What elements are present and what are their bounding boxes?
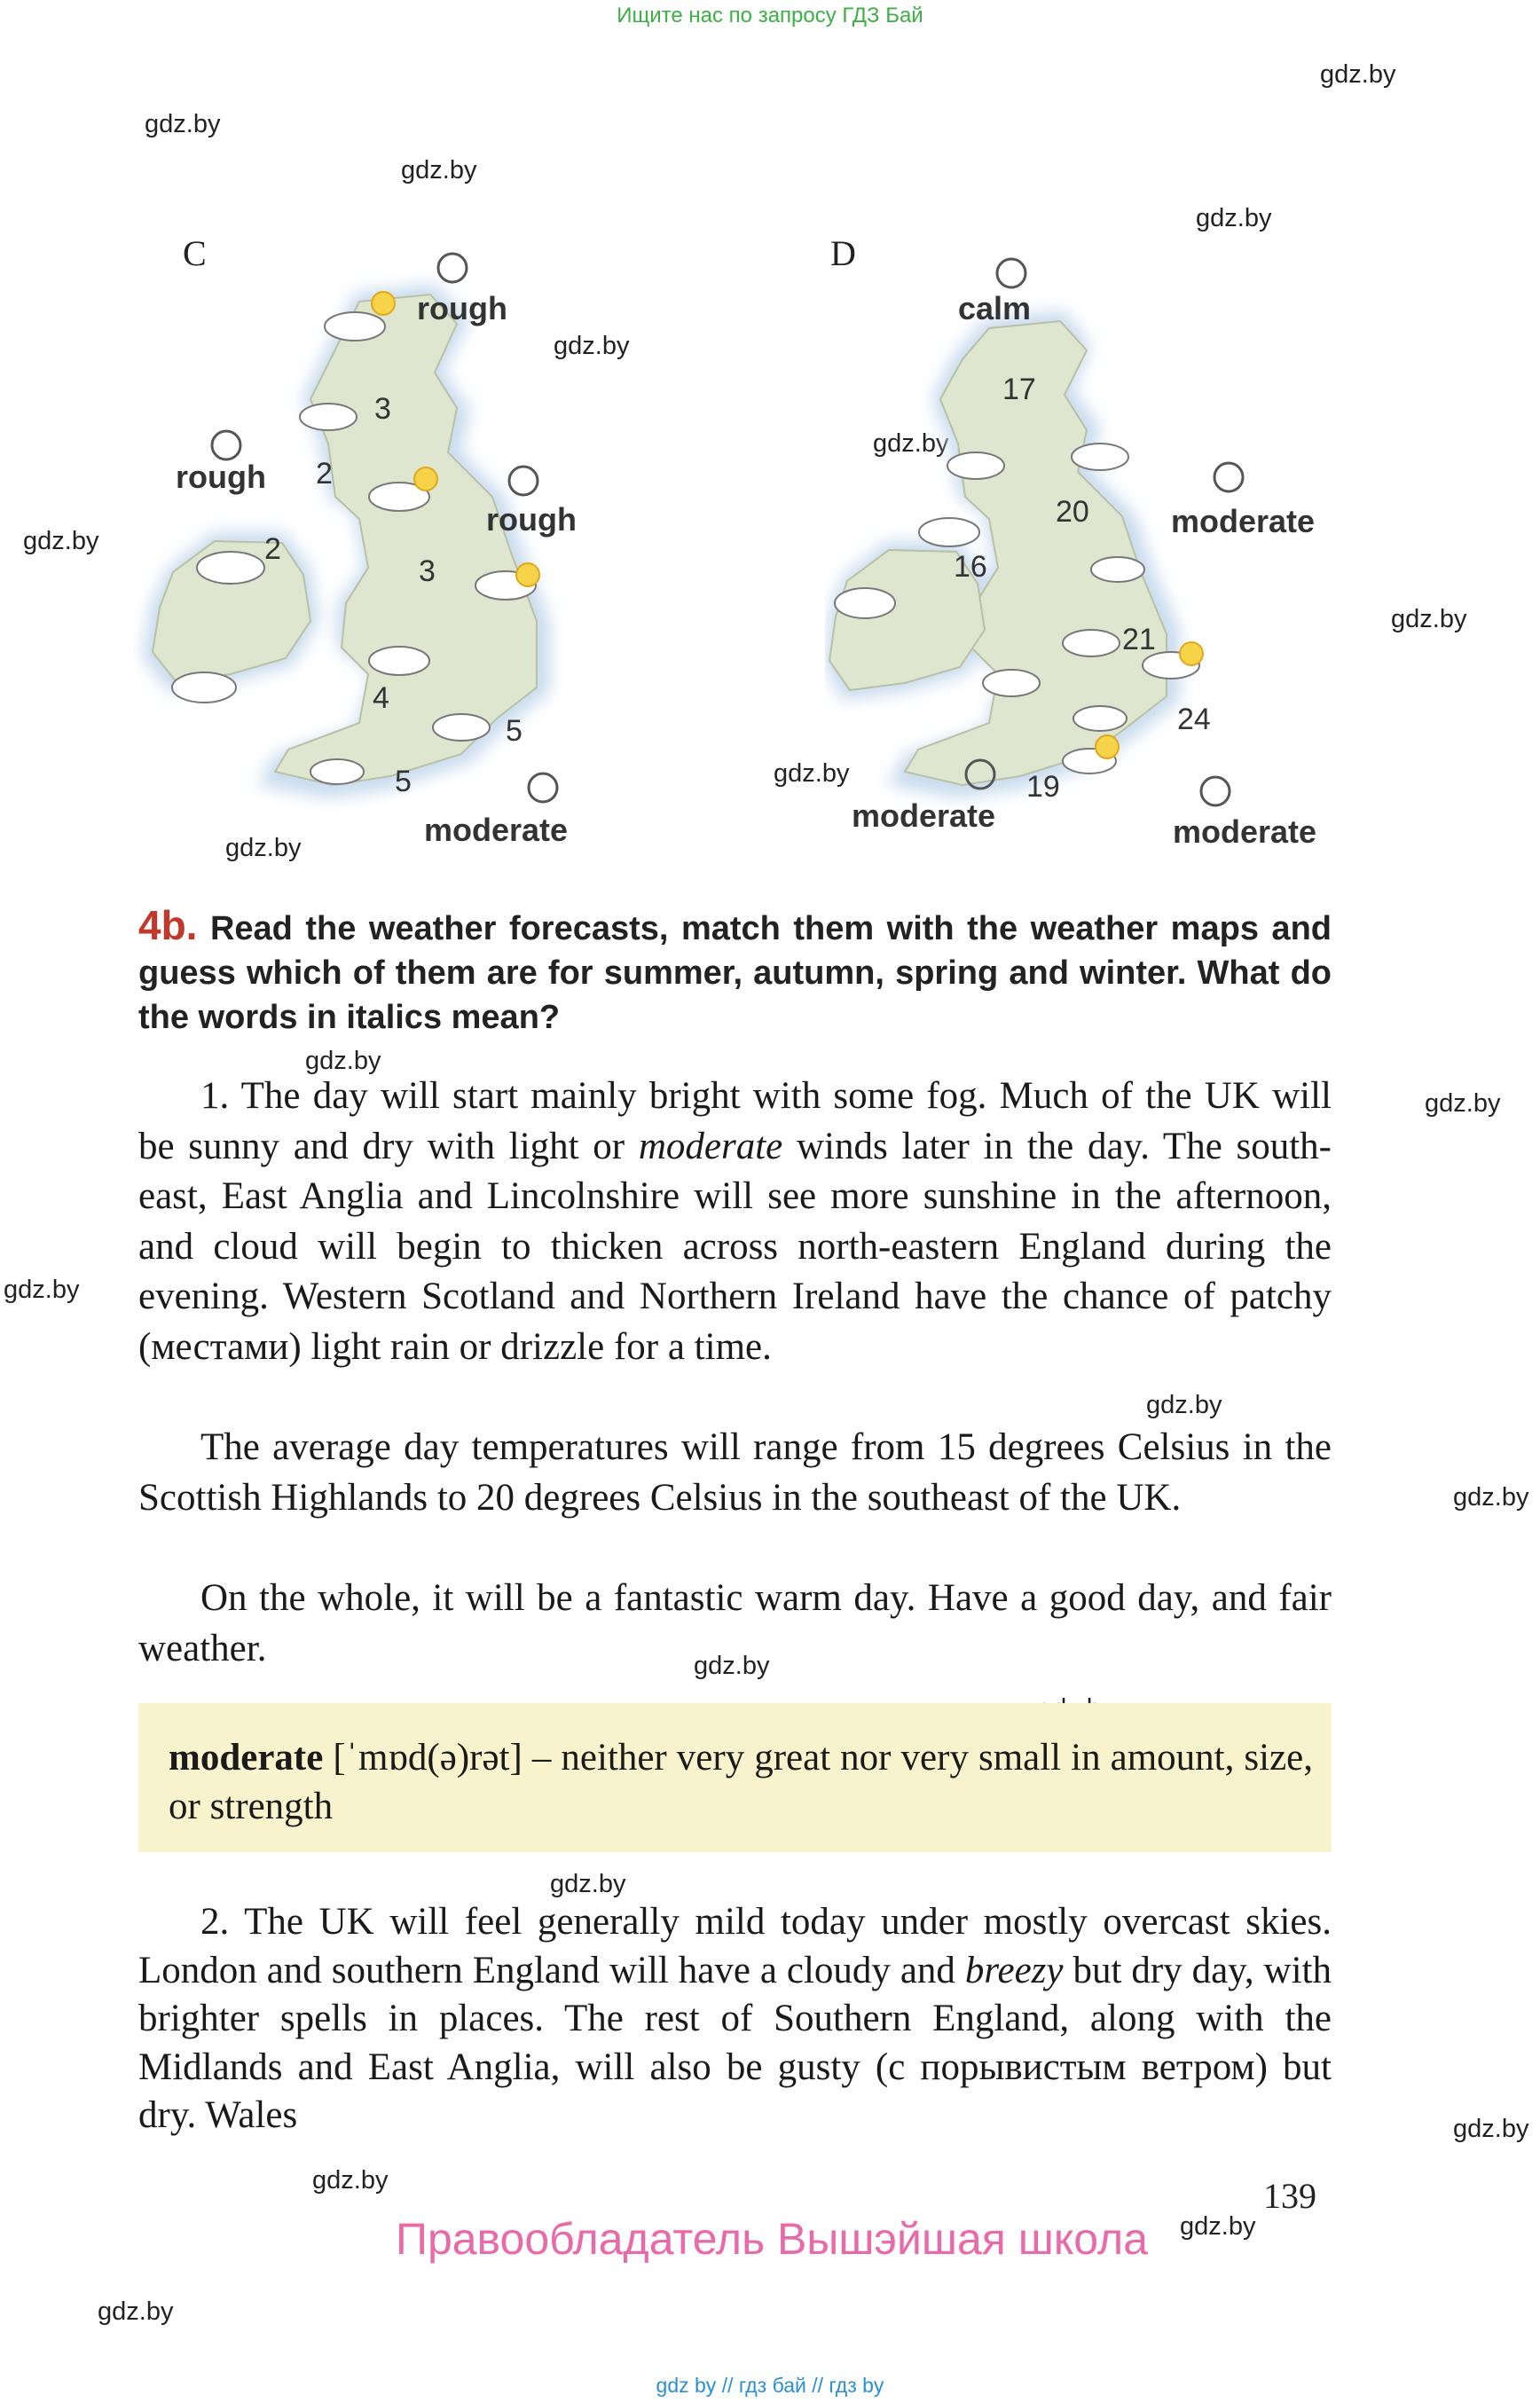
map-number: 3	[374, 392, 391, 426]
forecast-1-paragraph-2: The average day temperatures will range from 15 degrees Celsius in the Scottish Highlands to 20 degrees Celsius in the southeast of the UK.	[138, 1426, 1332, 1519]
forecast-1-paragraph-3: On the whole, it will be a fantastic warm day. Have a good day, and fair weather.	[138, 1577, 1332, 1669]
watermark: gdz.by	[401, 156, 477, 185]
sea-state-label: moderate	[852, 797, 996, 834]
watermark: gdz.by	[98, 2297, 174, 2326]
watermark: gdz.by	[774, 759, 850, 788]
map-number: 19	[1026, 770, 1060, 804]
sea-state-label: moderate	[1173, 813, 1317, 850]
glossary-term: moderate	[169, 1737, 324, 1779]
watermark: gdz.by	[873, 429, 949, 458]
weather-map-d	[825, 240, 1322, 860]
forecast-1-paragraph-1: 1. The day will start mainly bright with some fog. Much of the UK will be sunny and dry with light or moderate winds later in the day. The south-east, East Anglia and Lincolnshire will see more sunshine in the afternoon, and cloud will begin to thicken across north-eastern England during the evening. Western Scotland and Northern Ireland have the chance of patchy (местами) light rain or drizzle for a time.	[138, 1075, 1332, 1368]
watermark: gdz.by	[23, 527, 99, 555]
watermark: gdz.by	[1196, 204, 1272, 232]
watermark: gdz.by	[1320, 60, 1396, 89]
glossary-definition: – neither very great nor very small in amount, size, or strength	[169, 1737, 1313, 1827]
copyright-notice: Правообладатель Вышэйшая школа	[396, 2214, 1148, 2264]
watermark: gdz.by	[554, 332, 630, 360]
watermark: gdz.by	[1391, 605, 1467, 633]
sea-state-label: moderate	[1171, 503, 1316, 539]
watermark: gdz.by	[1453, 2115, 1529, 2143]
map-number: 4	[373, 681, 389, 715]
map-number: 5	[395, 765, 412, 798]
glossary-entry	[169, 1733, 1313, 1831]
watermark: gdz.by	[1146, 1391, 1222, 1419]
map-number: 16	[954, 550, 987, 584]
watermark: gdz.by	[1180, 2212, 1256, 2241]
sea-state-label: rough	[486, 501, 577, 538]
glossary-transcription: [ˈmɒd(ə)rət]	[333, 1737, 522, 1779]
watermark: gdz.by	[1425, 1089, 1501, 1118]
watermark: gdz.by	[1453, 1483, 1529, 1512]
page-number: 139	[1263, 2176, 1316, 2216]
sea-state-label: moderate	[424, 812, 569, 848]
watermark: gdz.by	[550, 1870, 626, 1898]
map-number: 20	[1056, 495, 1089, 529]
forecast-2-paragraph-1: 2. The UK will feel generally mild today under mostly overcast skies. London and southern England will have a cloudy and breezy but dry day, with brighter spells in places. The rest of Southern England, along with the Midlands and East Anglia, will also be gusty (с порывистым ветром) but dry. Wales	[138, 1901, 1332, 2136]
watermark: gdz.by	[305, 1047, 381, 1075]
watermark: gdz.by	[694, 1652, 770, 1680]
weather-map-c	[133, 231, 630, 860]
map-number: 17	[1002, 373, 1036, 406]
italic-term-breezy: breezy	[964, 1949, 1064, 1991]
bottom-links[interactable]: gdz by // гдз бай // гдз by	[656, 2374, 884, 2397]
watermark: gdz.by	[312, 2166, 389, 2195]
map-number: 3	[419, 554, 436, 588]
map-number: 21	[1122, 623, 1156, 656]
map-number: 24	[1177, 703, 1211, 736]
watermark: gdz.by	[225, 834, 302, 862]
map-number: 5	[506, 714, 522, 748]
exercise-instruction	[138, 903, 1332, 1040]
watermark: gdz.by	[145, 110, 221, 138]
watermark: gdz.by	[4, 1276, 80, 1304]
glossary-box	[138, 1703, 1332, 1852]
sea-state-label: rough	[417, 290, 507, 326]
map-d-label: D	[830, 233, 856, 273]
sea-state-label: calm	[958, 290, 1032, 326]
exercise-number: 4b.	[138, 902, 198, 948]
map-number: 2	[316, 457, 333, 491]
top-search-link[interactable]: Ищите нас по запросу ГДЗ Бай	[617, 4, 923, 27]
map-number: 2	[264, 532, 281, 566]
exercise-text: Read the weather forecasts, match them with the weather maps and guess which of them are for summer, autumn, spring and winter. What do the words in italics mean?	[138, 910, 1332, 1036]
map-c-label: C	[183, 233, 207, 273]
italic-term-moderate: moderate	[638, 1125, 783, 1167]
sea-state-label: rough	[176, 459, 266, 495]
